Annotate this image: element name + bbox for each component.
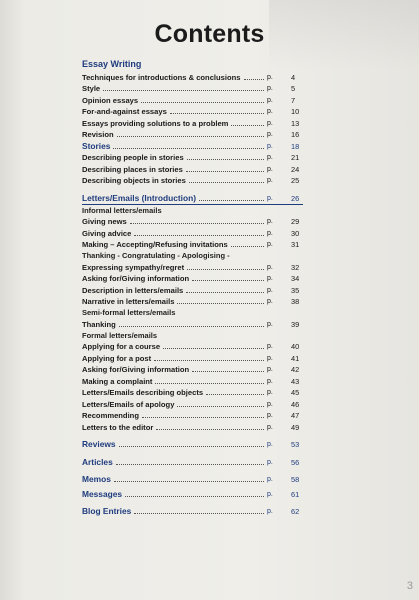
dot-leader	[199, 200, 264, 201]
page-prefix: p.	[267, 441, 273, 448]
dot-leader	[244, 79, 265, 80]
toc-entry[interactable]	[82, 239, 303, 251]
toc-entry[interactable]	[82, 387, 303, 399]
page-prefix: p.	[267, 275, 273, 282]
toc-entry-page: 24	[291, 164, 300, 174]
page-prefix: p.	[267, 85, 273, 92]
toc-entry-label: Essays providing solutions to a problem	[82, 118, 229, 128]
page-prefix: p.	[267, 108, 273, 115]
page-prefix: p.	[267, 343, 273, 350]
page-prefix: p.	[267, 377, 273, 385]
page-prefix: p.	[267, 298, 273, 305]
toc-entry[interactable]	[82, 474, 303, 486]
page-prefix: p.	[267, 73, 273, 81]
toc-entry-page: 61	[291, 489, 300, 499]
page-prefix: p.	[267, 263, 273, 271]
toc-entry-page: 26	[291, 193, 300, 203]
page-prefix: p.	[267, 177, 273, 184]
toc-entry-label: Asking for/Giving information	[82, 365, 190, 374]
toc-entry[interactable]	[82, 216, 303, 228]
dot-leader	[163, 348, 264, 349]
page-prefix: p.	[267, 423, 273, 431]
toc-entry-label: Revision	[82, 130, 114, 139]
dot-leader	[117, 136, 264, 137]
toc-entry[interactable]	[82, 421, 303, 433]
toc-entry-page: 21	[291, 153, 300, 162]
page-number: 3	[406, 580, 413, 592]
toc-entry-label: Letters/Emails of apology	[82, 399, 175, 409]
toc-entry[interactable]	[82, 456, 303, 468]
toc-entry[interactable]	[82, 94, 303, 106]
dot-leader	[134, 235, 264, 236]
dot-leader	[187, 159, 264, 160]
toc-entry-label: Asking for/Giving information	[82, 274, 190, 283]
toc-entry[interactable]	[82, 284, 303, 296]
dot-leader	[119, 446, 264, 447]
toc-entry[interactable]	[82, 398, 303, 410]
page-prefix: p.	[267, 412, 273, 419]
dot-leader	[114, 481, 264, 482]
toc-entry-page: 62	[291, 507, 300, 516]
dot-leader	[155, 383, 264, 384]
toc-entry-label: Blog Entries	[82, 506, 132, 516]
toc-entry[interactable]	[82, 273, 303, 285]
toc-entry-page: 13	[291, 118, 300, 128]
toc-entry-page: 16	[291, 130, 300, 139]
toc-entry-page: 45	[291, 388, 300, 397]
toc-entry-page: 39	[291, 319, 300, 329]
toc-entry-label: Making – Accepting/Refusing invitations	[82, 240, 228, 249]
toc-entry-page: 47	[291, 411, 300, 420]
toc-entry-page: 43	[291, 376, 300, 386]
page-prefix: p.	[267, 286, 273, 294]
toc-entry-page: 4	[291, 72, 296, 82]
table-of-contents	[82, 58, 303, 517]
toc-entry-page: 41	[291, 353, 300, 363]
dot-leader	[189, 182, 264, 183]
toc-entry[interactable]	[82, 129, 303, 141]
page-prefix: p.	[267, 229, 273, 237]
page-prefix: p.	[267, 218, 273, 225]
toc-entry[interactable]	[82, 506, 303, 518]
dot-leader	[187, 269, 264, 270]
toc-entry[interactable]	[82, 375, 303, 387]
dot-leader	[116, 464, 264, 465]
dot-leader	[119, 326, 264, 327]
subsection-heading: Semi-formal letters/emails	[82, 308, 176, 317]
toc-entry-label: Giving advice	[82, 228, 132, 238]
page-prefix: p.	[267, 194, 273, 202]
toc-entry[interactable]	[82, 341, 303, 353]
toc-entry-label: Stories	[82, 140, 111, 151]
toc-entry-page: 58	[291, 475, 300, 484]
dot-leader	[113, 148, 264, 149]
dot-leader	[134, 513, 264, 514]
toc-entry[interactable]	[82, 261, 303, 273]
dot-leader	[206, 394, 264, 395]
subsection-heading: Informal letters/emails	[82, 205, 162, 215]
toc-entry[interactable]	[82, 296, 303, 308]
toc-entry-label: Expressing sympathy/regret	[82, 262, 185, 272]
toc-entry-page: 38	[291, 297, 300, 306]
toc-entry-label: Memos	[82, 474, 111, 484]
page-prefix: p.	[267, 241, 273, 248]
toc-entry[interactable]	[82, 318, 303, 330]
toc-entry-label: Techniques for introductions & conclusions	[82, 72, 241, 82]
page-prefix: p.	[267, 490, 273, 498]
dot-leader	[141, 102, 264, 103]
toc-entry-page: 10	[291, 107, 300, 116]
page-prefix: p.	[267, 320, 273, 328]
toc-entry[interactable]	[82, 140, 303, 152]
toc-entry-page: 35	[291, 285, 300, 295]
toc-entry-page: 25	[291, 176, 300, 185]
dot-leader	[142, 417, 264, 418]
dot-leader	[103, 90, 264, 91]
toc-entry-label: Letters to the editor	[82, 422, 154, 432]
toc-entry[interactable]	[82, 163, 303, 175]
page-prefix: p.	[267, 165, 273, 173]
toc-entry-page: 56	[291, 457, 300, 467]
toc-entry[interactable]	[82, 175, 303, 187]
toc-entry-label: Thanking	[82, 319, 116, 329]
toc-entry-page: 53	[291, 440, 300, 449]
page-prefix: p.	[267, 96, 273, 104]
toc-entry[interactable]	[82, 106, 303, 118]
toc-entry[interactable]	[82, 352, 303, 364]
dot-leader	[177, 303, 264, 304]
dot-leader	[192, 371, 264, 372]
toc-entry[interactable]	[82, 439, 303, 451]
toc-entry-label: Applying for a post	[82, 353, 152, 363]
dot-leader	[231, 246, 264, 247]
toc-entry[interactable]	[82, 227, 303, 239]
toc-entry-label: Style	[82, 84, 101, 93]
subsection-heading: Thanking - Congratulating - Apologising -	[82, 251, 230, 260]
page-prefix: p.	[267, 119, 273, 127]
toc-entry-label: Describing people in stories	[82, 153, 184, 162]
toc-entry[interactable]	[82, 83, 303, 95]
subsection-heading: Formal letters/emails	[82, 330, 158, 340]
page-prefix: p.	[267, 508, 273, 515]
toc-entry-label: Description in letters/emails	[82, 285, 184, 295]
toc-entry[interactable]	[82, 364, 303, 376]
page-prefix: p.	[267, 354, 273, 362]
toc-entry-page: 31	[291, 240, 300, 249]
toc-entry-label: Letters/Emails describing objects	[82, 388, 204, 397]
page-prefix: p.	[267, 389, 273, 396]
toc-entry-page: 49	[291, 422, 300, 432]
page-prefix: p.	[267, 142, 273, 150]
toc-entry[interactable]	[82, 117, 303, 129]
toc-entry-page: 5	[291, 84, 296, 93]
page-prefix: p.	[267, 131, 273, 138]
page-prefix: p.	[267, 366, 273, 373]
dot-leader	[125, 496, 264, 497]
toc-entry-label: For-and-against essays	[82, 107, 167, 116]
toc-entry[interactable]	[82, 488, 303, 500]
dot-leader	[186, 292, 264, 293]
toc-entry-label: Opinion essays	[82, 95, 139, 105]
page-prefix: p.	[267, 154, 273, 161]
toc-entry-page: 42	[291, 365, 300, 374]
toc-entry-label: Messages	[82, 488, 123, 499]
dot-leader	[177, 406, 264, 407]
dot-leader	[186, 171, 264, 172]
toc-entry[interactable]	[82, 152, 303, 164]
toc-entry-page: 32	[291, 262, 300, 272]
toc-entry-label: Narrative in letters/emails	[82, 297, 175, 306]
dot-leader	[156, 429, 264, 430]
toc-entry-label: Letters/Emails (Introduction)	[82, 192, 197, 203]
toc-entry-page: 46	[291, 399, 300, 409]
dot-leader	[154, 360, 264, 361]
dot-leader	[170, 113, 264, 114]
page-prefix: p.	[267, 476, 273, 483]
section-heading: Essay Writing	[82, 59, 142, 69]
toc-entry[interactable]	[82, 71, 303, 83]
toc-entry-label: Reviews	[82, 439, 116, 449]
toc-entry-label: Describing objects in stories	[82, 176, 186, 185]
toc-entry[interactable]	[82, 192, 303, 205]
toc-entry[interactable]	[82, 410, 303, 422]
toc-entry-label: Making a complaint	[82, 376, 153, 386]
toc-entry-label: Articles	[82, 456, 113, 467]
toc-entry-page: 18	[291, 141, 300, 151]
toc-entry-label: Applying for a course	[82, 342, 161, 351]
page-prefix: p.	[267, 458, 273, 466]
toc-entry-label: Describing places in stories	[82, 164, 183, 174]
toc-entry-page: 34	[291, 274, 300, 283]
toc-entry-page: 30	[291, 228, 300, 238]
page-title: Contents	[154, 20, 265, 48]
dot-leader	[130, 223, 264, 224]
dot-leader	[192, 280, 264, 281]
page-prefix: p.	[267, 400, 273, 408]
toc-entry-page: 40	[291, 342, 300, 351]
toc-entry-page: 7	[291, 95, 296, 105]
toc-entry-label: Recommending	[82, 411, 139, 420]
dot-leader	[231, 125, 264, 126]
toc-entry-label: Giving news	[82, 217, 127, 226]
toc-entry-page: 29	[291, 217, 300, 226]
